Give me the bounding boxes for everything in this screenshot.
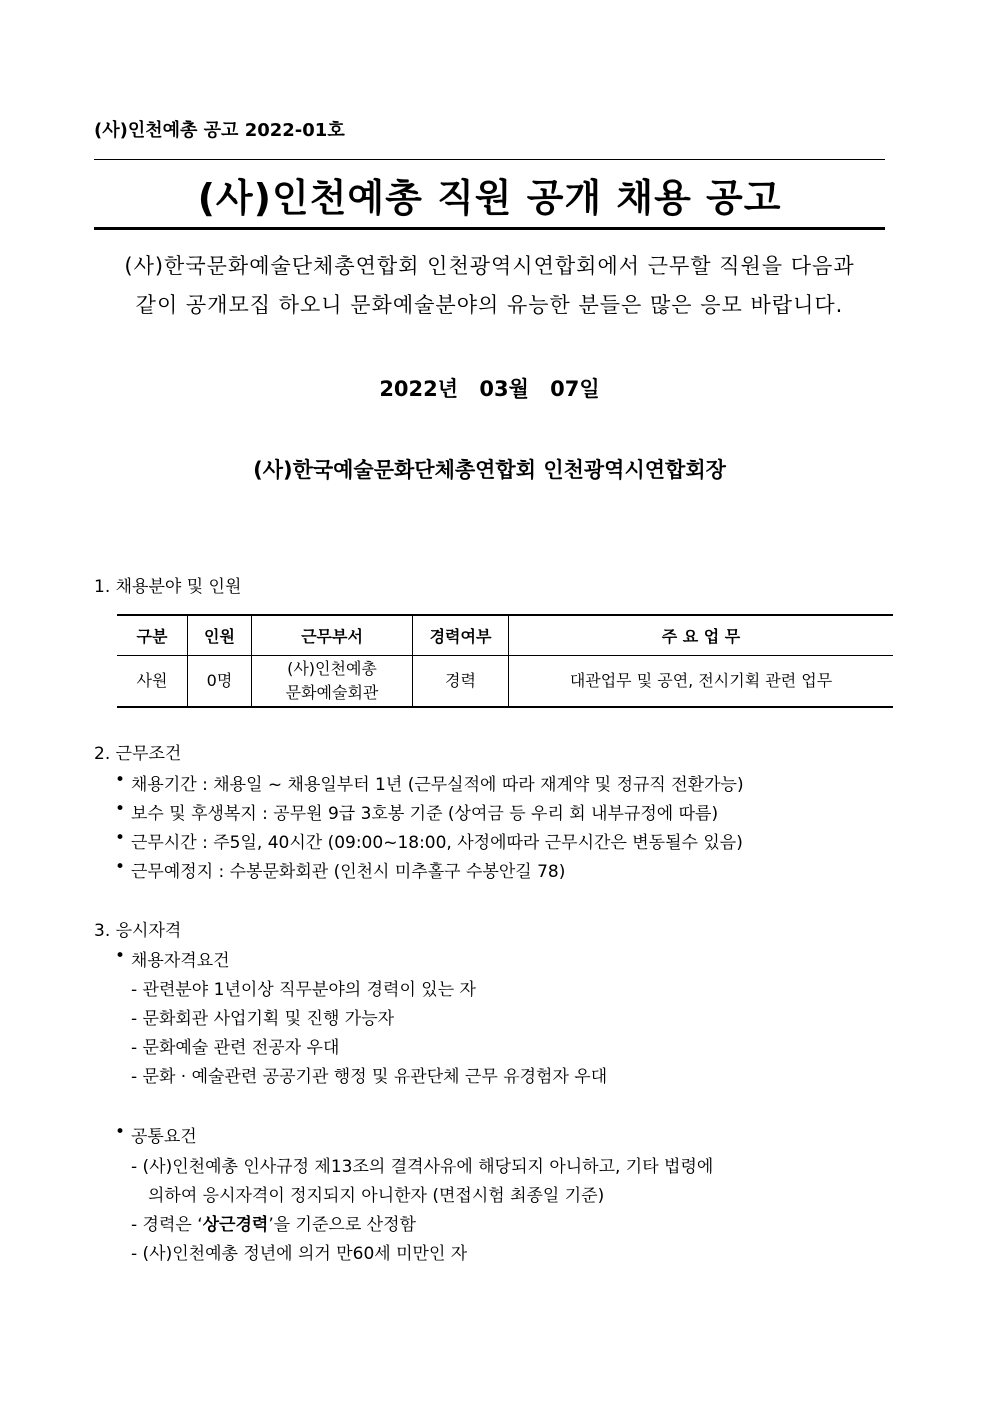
list-item-continuation: 의하여 응시자격이 정지되지 아니한자 (면접시험 최종일 기준) [148, 1186, 605, 1206]
column-header: 근무부서 [252, 615, 413, 656]
issuing-organization: (사)한국예술문화단체총연합회 인천광역시연합회장 [253, 458, 726, 482]
recruitment-table [117, 614, 893, 708]
career-text-prefix: - 경력은 ‘ [131, 1215, 203, 1235]
list-item: - 문화 · 예술관련 공공기관 행정 및 유관단체 근무 유경험자 우대 [131, 1067, 608, 1087]
column-header: 구분 [117, 615, 188, 656]
notice-number: (사)인천예총 공고 2022-01호 [94, 120, 345, 141]
section2-heading: 2. 근무조건 [94, 744, 182, 764]
title-bottom-rule [94, 227, 885, 230]
career-text-emphasis: 상근경력 [202, 1215, 269, 1235]
list-item: - 관련분야 1년이상 직무분야의 경력이 있는 자 [131, 980, 476, 1000]
table-cell-department [252, 656, 413, 708]
page-title: (사)인천예총 직원 공개 채용 공고 [197, 176, 782, 220]
list-item: - 문화예술 관련 전공자 우대 [131, 1038, 340, 1058]
table-cell: 사원 [117, 656, 188, 708]
column-header: 인원 [188, 615, 252, 656]
title-top-rule [94, 159, 885, 160]
intro-line-2: 같이 공개모집 하오니 문화예술분야의 유능한 분들은 많은 응모 바랍니다. [135, 293, 844, 317]
table-cell: 대관업무 및 공연, 전시기획 관련 업무 [509, 656, 894, 708]
list-item: • 보수 및 후생복지 : 공무원 9급 3호봉 기준 (상여금 등 우리 회 내부규정에 따름) [131, 799, 718, 824]
list-item: - 문화회관 사업기획 및 진행 가능자 [131, 1009, 395, 1029]
list-item [131, 1210, 416, 1235]
notice-date: 2022년 03월 07일 [379, 377, 600, 401]
career-text-suffix: ’을 기준으로 산정함 [268, 1215, 416, 1235]
common-requirements-label: • 공통요건 [131, 1122, 197, 1147]
list-item: - (사)인천예총 정년에 의거 만60세 미만인 자 [131, 1244, 468, 1264]
list-item: • 채용기간 : 채용일 ~ 채용일부터 1년 (근무실적에 따라 재계약 및 정규직 전환가능) [131, 770, 744, 795]
qualification-label: • 채용자격요건 [131, 946, 230, 971]
list-item: • 근무예정지 : 수봉문화회관 (인천시 미추홀구 수봉안길 78) [131, 857, 565, 882]
intro-line-1: (사)한국문화예술단체총연합회 인천광역시연합회에서 근무할 직원을 다음과 [124, 254, 855, 278]
department-line-2: 문화예술회관 [285, 683, 379, 702]
column-header: 주 요 업 무 [509, 615, 894, 656]
section1-heading: 1. 채용분야 및 인원 [94, 577, 242, 597]
list-item: • 근무시간 : 주5일, 40시간 (09:00~18:00, 사정에따라 근무시간은 변동될수 있음) [131, 828, 743, 853]
section3-heading: 3. 응시자격 [94, 921, 182, 941]
table-row [117, 656, 893, 708]
list-item: - (사)인천예총 인사규정 제13조의 결격사유에 해당되지 아니하고, 기타 법령에 [131, 1157, 714, 1177]
table-cell: 0명 [188, 656, 252, 708]
table-header-row [117, 615, 893, 656]
table-cell: 경력 [413, 656, 509, 708]
column-header: 경력여부 [413, 615, 509, 656]
department-line-1: (사)인천예총 [287, 659, 377, 678]
